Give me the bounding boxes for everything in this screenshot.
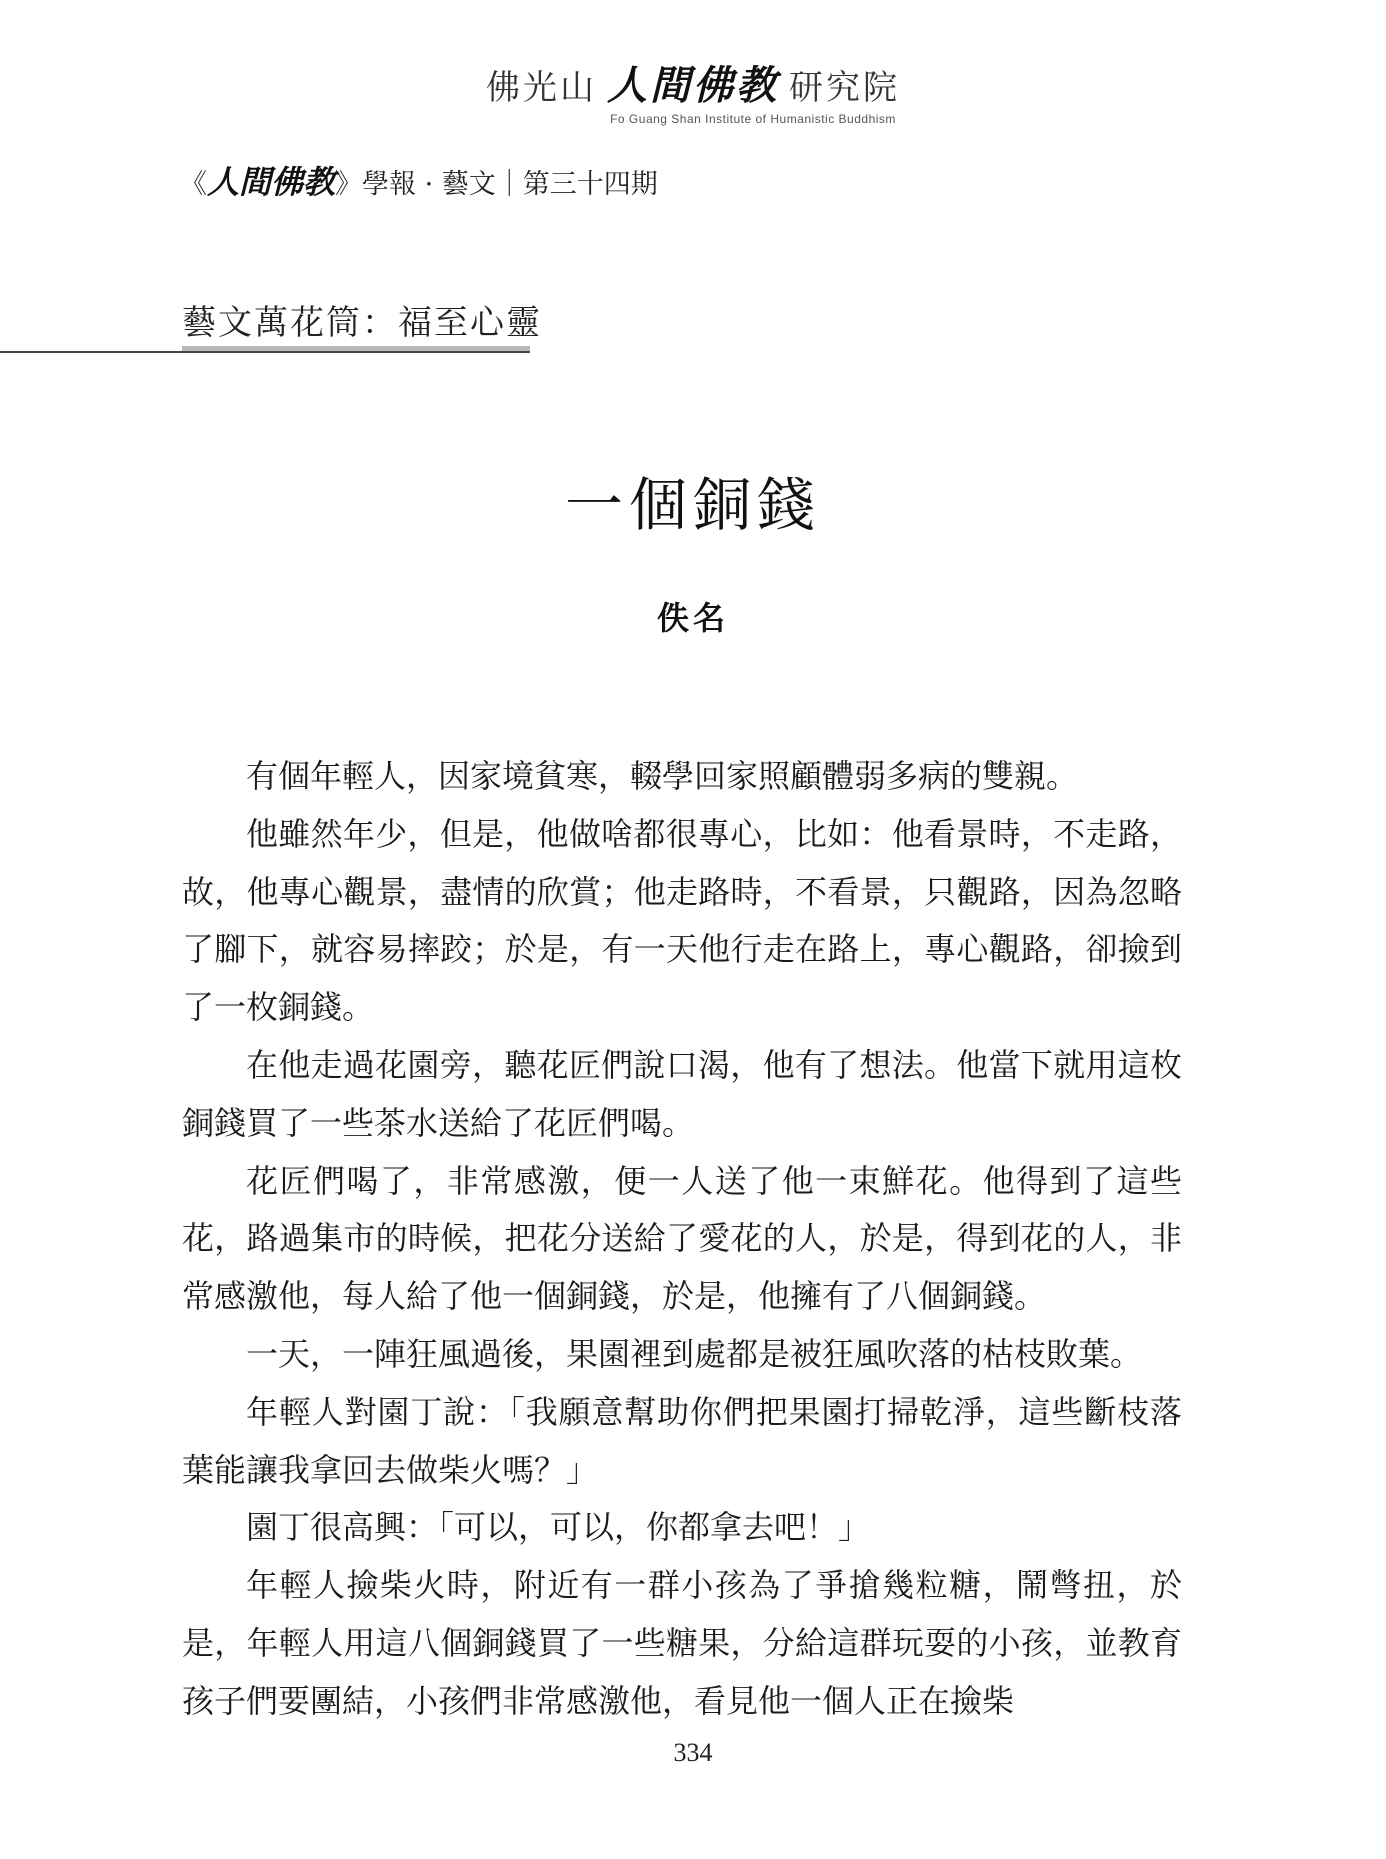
- section-divider-line: [0, 351, 530, 353]
- body-paragraph: 他雖然年少，但是，他做啥都很專心，比如：他看景時，不走路，故，他專心觀景，盡情的欣賞；他走路時，不看景，只觀路，因為忽略了腳下，就容易摔跤；於是，有一天他行走在路上，專心觀路，卻撿到了一枚銅錢。: [182, 814, 1182, 1027]
- journal-issue-info: 》學報 · 藝文｜第三十四期: [335, 169, 658, 200]
- body-paragraph: 一天，一陣狂風過後，果園裡到處都是被狂風吹落的枯枝敗葉。: [246, 1334, 1143, 1373]
- journal-running-header: [180, 162, 658, 205]
- article-body: [182, 748, 1182, 1731]
- body-paragraph: 花匠們喝了，非常感激，便一人送了他一束鮮花。他得到了這些花，路過集市的時候，把花分送給了愛花的人，於是，得到花的人，非常感激他，每人給了他一個銅錢，於是，他擁有了八個銅錢。: [182, 1161, 1182, 1316]
- journal-open-bracket: 《: [180, 169, 207, 200]
- institute-prefix: 佛光山: [486, 68, 597, 108]
- institute-brand-logo: 人間佛教: [607, 63, 779, 109]
- body-paragraph: 園丁很高興：「可以，可以，你都拿去吧！」: [246, 1508, 871, 1547]
- body-paragraph: 有個年輕人，因家境貧寒，輟學回家照顧體弱多病的雙親。: [246, 757, 1079, 795]
- institute-name: [0, 64, 1386, 110]
- page-number: 334: [673, 1738, 713, 1767]
- institute-header: [0, 64, 1386, 126]
- section-title: 藝文萬花筒：福至心靈: [182, 303, 542, 343]
- article-author: 佚名: [656, 599, 729, 637]
- article-title: 一個銅錢: [564, 471, 821, 539]
- body-paragraph: 年輕人撿柴火時，附近有一群小孩為了爭搶幾粒糖，鬧彆扭，於是，年輕人用這八個銅錢買了一些糖果，分給這群玩耍的小孩，並教育孩子們要團結，小孩們非常感激他，看見他一個人正在撿柴: [182, 1566, 1182, 1720]
- body-paragraph: 年輕人對園丁說：「我願意幫助你們把果園打掃乾淨，這些斷枝落葉能讓我拿回去做柴火嗎？」: [182, 1392, 1182, 1489]
- institute-suffix: 研究院: [789, 68, 900, 108]
- journal-brand: 人間佛教: [207, 163, 336, 201]
- institute-english-name: Fo Guang Shan Institute of Humanistic Buddhism: [610, 112, 896, 126]
- body-paragraph: 在他走過花園旁，聽花匠們說口渴，他有了想法。他當下就用這枚銅錢買了一些茶水送給了花匠們喝。: [182, 1045, 1182, 1142]
